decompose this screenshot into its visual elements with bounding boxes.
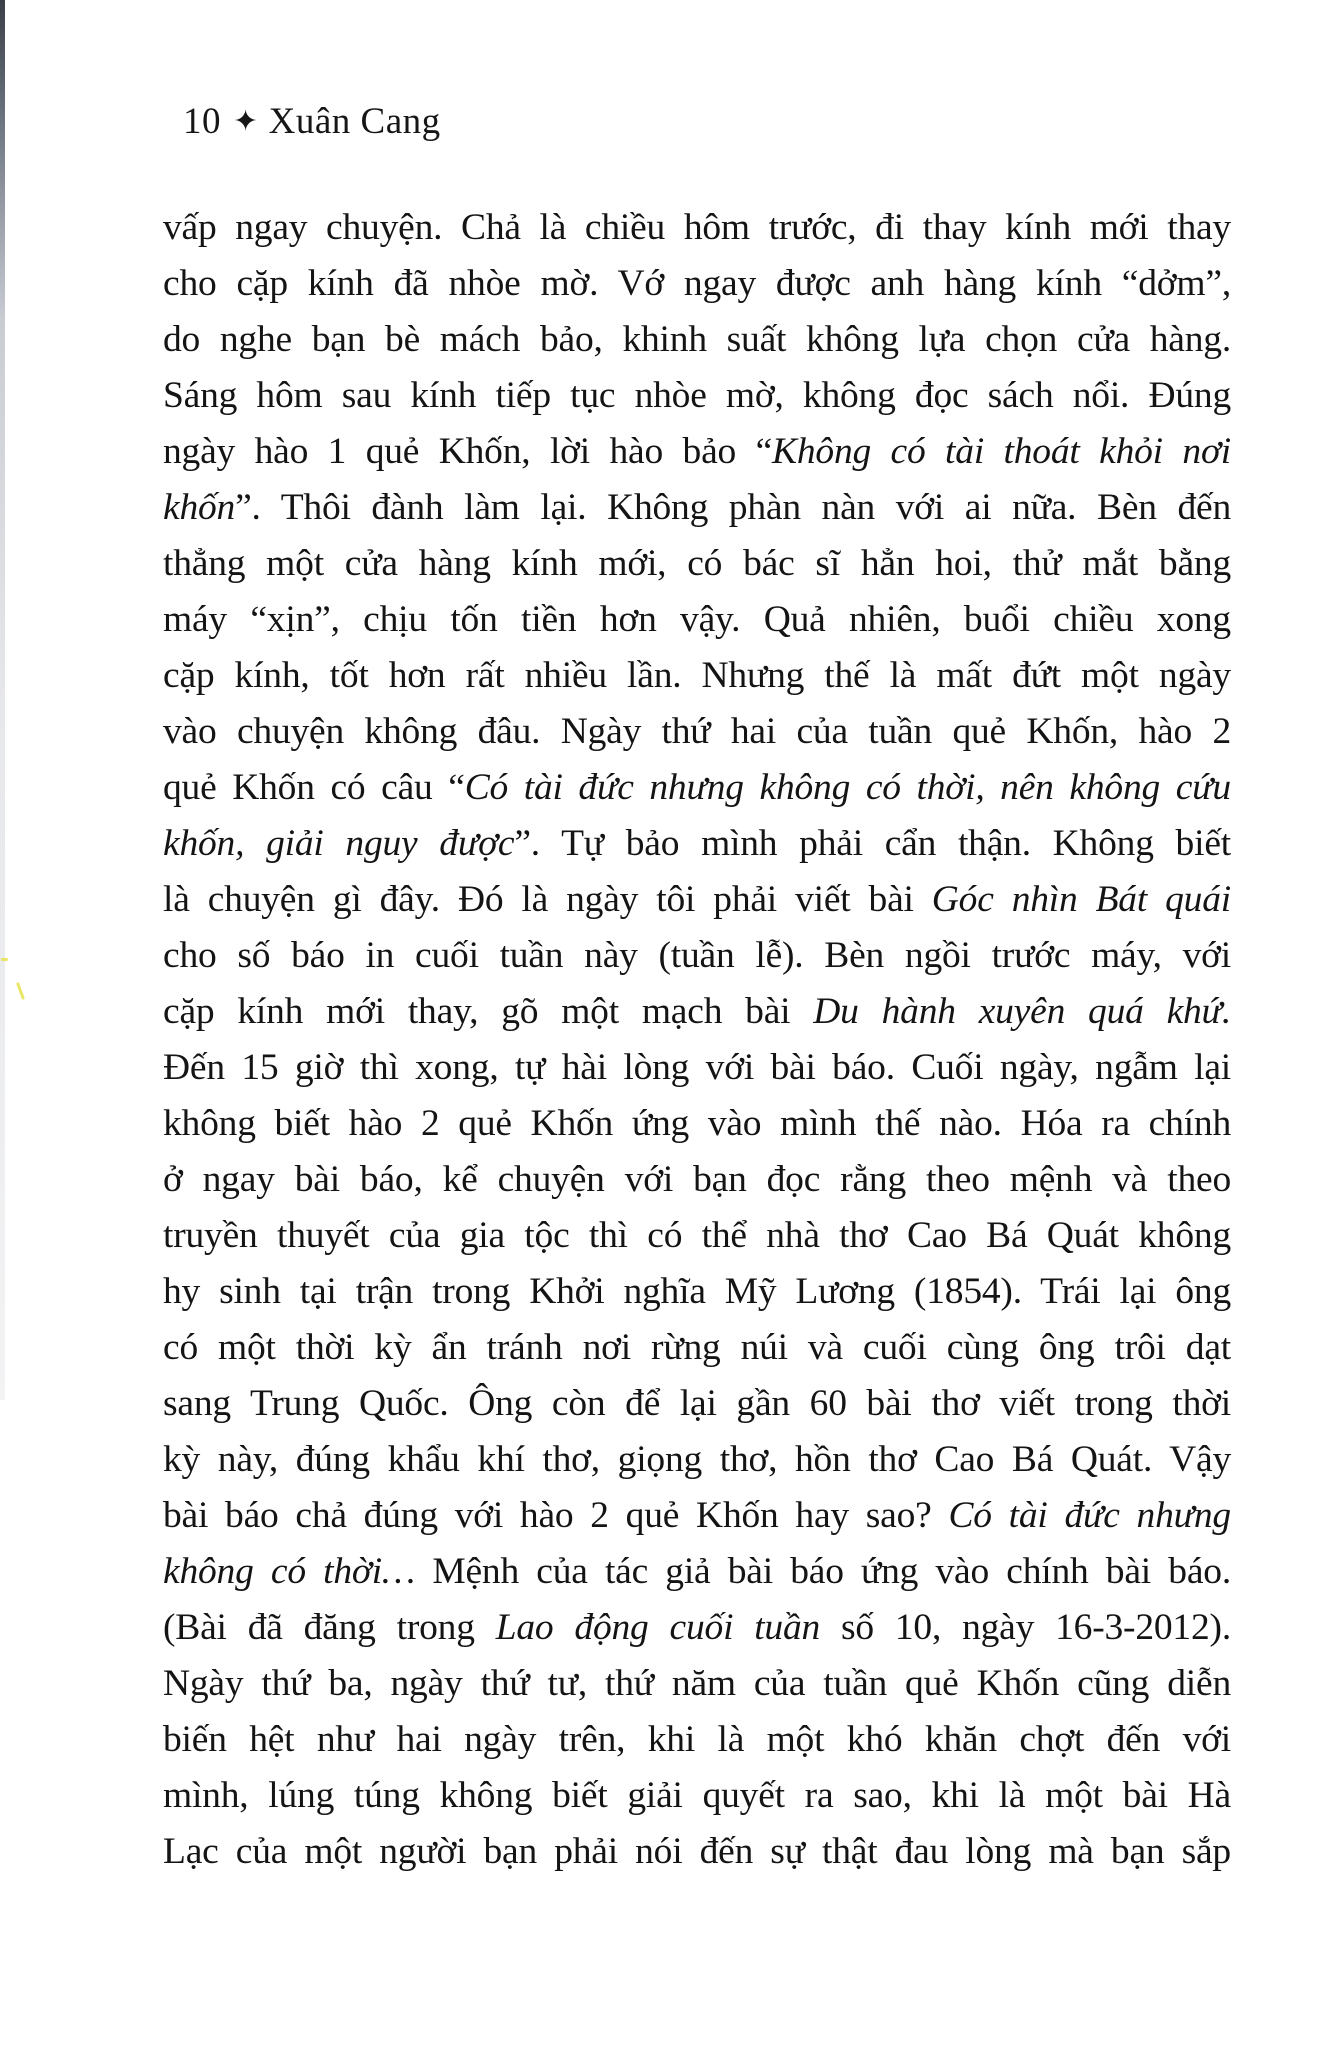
text-line — [163, 424, 1231, 480]
text-line — [163, 1824, 1231, 1880]
text-line — [163, 760, 1231, 816]
text-line — [163, 648, 1231, 704]
text-run: ”. Tự bảo mình phải cẩn thận. Không biết — [514, 823, 1231, 864]
author-name: Xuân Cang — [268, 101, 441, 142]
italic-text-run: khốn — [163, 487, 236, 528]
text-run: thẳng một cửa hàng kính mới, có bác sĩ hẳn hoi, thử mắt bằng — [163, 543, 1231, 584]
yellow-speck-mark — [16, 982, 25, 1000]
italic-text-run: không có thời… — [163, 1551, 416, 1592]
text-line — [163, 984, 1231, 1040]
italic-text-run: Có tài đức nhưng — [948, 1495, 1231, 1536]
text-line — [163, 312, 1231, 368]
text-line — [163, 480, 1231, 536]
text-run: bài báo chả đúng với hào 2 quẻ Khốn hay sao? — [163, 1495, 949, 1536]
text-run: Đến 15 giờ thì xong, tự hài lòng với bài báo. Cuối ngày, ngẫm lại — [163, 1047, 1231, 1088]
text-run: không biết hào 2 quẻ Khốn ứng vào mình thế nào. Hóa ra chính — [163, 1103, 1231, 1144]
text-line — [163, 368, 1231, 424]
text-line — [163, 1376, 1231, 1432]
text-line — [163, 1040, 1231, 1096]
text-run: Lạc của một người bạn phải nói đến sự thật đau lòng mà bạn sắp — [163, 1831, 1231, 1872]
diamond-separator-icon: ✦ — [233, 105, 259, 138]
text-line — [163, 872, 1231, 928]
text-run: (Bài đã đăng trong — [163, 1607, 496, 1648]
body-text — [163, 200, 1231, 1880]
text-run: Ngày thứ ba, ngày thứ tư, thứ năm của tuần quẻ Khốn cũng diễn — [163, 1663, 1231, 1704]
page-edge-shadow — [0, 0, 5, 1400]
text-run: số 10, ngày 16-3-2012). — [820, 1607, 1231, 1648]
text-line — [163, 1264, 1231, 1320]
text-line — [163, 1152, 1231, 1208]
text-run: Sáng hôm sau kính tiếp tục nhòe mờ, không đọc sách nổi. Đúng — [163, 375, 1231, 416]
text-line — [163, 592, 1231, 648]
text-line — [163, 1656, 1231, 1712]
text-run: vấp ngay chuyện. Chả là chiều hôm trước, đi thay kính mới thay — [163, 207, 1231, 248]
text-line — [163, 928, 1231, 984]
text-run: biến hệt như hai ngày trên, khi là một khó khăn chợt đến với — [163, 1719, 1231, 1760]
text-line — [163, 1320, 1231, 1376]
text-line — [163, 1208, 1231, 1264]
text-run: ngày hào 1 quẻ Khốn, lời hào bảo “ — [163, 431, 773, 472]
text-line — [163, 704, 1231, 760]
italic-text-run: Lao động cuối tuần — [495, 1607, 821, 1648]
text-run: sang Trung Quốc. Ông còn để lại gần 60 bài thơ viết trong thời — [163, 1383, 1231, 1424]
text-run: mình, lúng túng không biết giải quyết ra sao, khi là một bài Hà — [163, 1775, 1231, 1816]
text-run: cặp kính mới thay, gõ một mạch bài — [163, 991, 814, 1032]
text-run: Mệnh của tác giả bài báo ứng vào chính bài báo. — [415, 1551, 1231, 1592]
text-line — [163, 816, 1231, 872]
text-run: máy “xịn”, chịu tốn tiền hơn vậy. Quả nhiên, buổi chiều xong — [163, 599, 1231, 640]
text-line — [163, 1600, 1231, 1656]
text-run: kỳ này, đúng khẩu khí thơ, giọng thơ, hồn thơ Cao Bá Quát. Vậy — [163, 1439, 1231, 1480]
italic-text-run: khốn, giải nguy được — [163, 823, 515, 864]
text-run: do nghe bạn bè mách bảo, khinh suất không lựa chọn cửa hàng. — [163, 319, 1231, 360]
text-line — [163, 256, 1231, 312]
text-run: ở ngay bài báo, kể chuyện với bạn đọc rằng theo mệnh và theo — [163, 1159, 1231, 1200]
yellow-speck-mark — [1, 958, 8, 961]
text-run: cho số báo in cuối tuần này (tuần lễ). Bèn ngồi trước máy, với — [163, 935, 1231, 976]
text-line — [163, 1768, 1231, 1824]
text-run: quẻ Khốn có câu “ — [163, 767, 465, 808]
text-line — [163, 1712, 1231, 1768]
text-run: hy sinh tại trận trong Khởi nghĩa Mỹ Lương (1854). Trái lại ông — [163, 1271, 1231, 1312]
text-line — [163, 536, 1231, 592]
text-line — [163, 1544, 1231, 1600]
text-run: cặp kính, tốt hơn rất nhiều lần. Nhưng thế là mất đứt một ngày — [163, 655, 1231, 696]
text-line — [163, 1432, 1231, 1488]
text-line — [163, 1488, 1231, 1544]
text-run: vào chuyện không đâu. Ngày thứ hai của tuần quẻ Khốn, hào 2 — [163, 711, 1231, 752]
text-run: có một thời kỳ ẩn tránh nơi rừng núi và cuối cùng ông trôi dạt — [163, 1327, 1231, 1368]
italic-text-run: Du hành xuyên quá khứ. — [813, 991, 1231, 1032]
text-line — [163, 1096, 1231, 1152]
italic-text-run: Có tài đức nhưng không có thời, nên không cứu — [464, 767, 1231, 808]
text-run: là chuyện gì đây. Đó là ngày tôi phải viết bài — [163, 879, 932, 920]
text-run: truyền thuyết của gia tộc thì có thể nhà thơ Cao Bá Quát không — [163, 1215, 1231, 1256]
text-line — [163, 200, 1231, 256]
running-header — [183, 100, 441, 143]
text-run: cho cặp kính đã nhòe mờ. Vớ ngay được anh hàng kính “dởm”, — [163, 263, 1231, 304]
italic-text-run: Không có tài thoát khỏi nơi — [772, 431, 1231, 472]
page-number: 10 — [183, 101, 221, 142]
text-run: ”. Thôi đành làm lại. Không phàn nàn với ai nữa. Bèn đến — [235, 487, 1231, 528]
italic-text-run: Góc nhìn Bát quái — [931, 879, 1231, 920]
